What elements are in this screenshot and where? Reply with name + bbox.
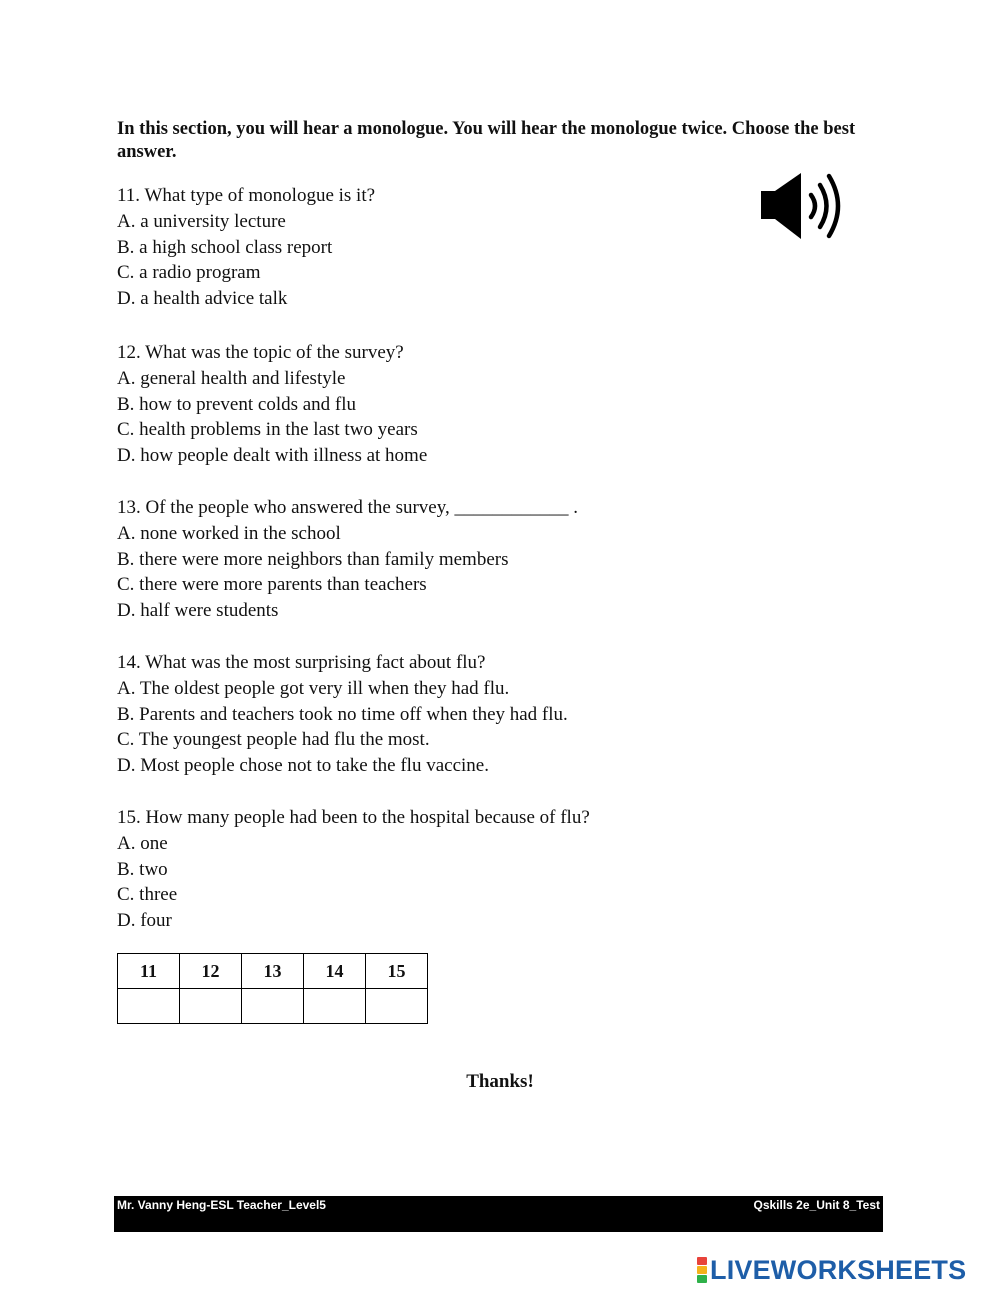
liveworksheets-logo-icon (697, 1257, 707, 1284)
question-14 (117, 650, 568, 779)
answer-table-header: 15 (366, 954, 428, 989)
liveworksheets-brand[interactable] (697, 1255, 966, 1285)
sound-wave-1 (811, 195, 815, 217)
answer-option[interactable]: B. how to prevent colds and flu (117, 393, 357, 415)
answer-option[interactable]: D. four (117, 910, 172, 932)
answer-option[interactable]: C. a radio program (117, 262, 261, 284)
question-prompt: 15. How many people had been to the hospital because of flu? (117, 807, 590, 828)
answer-table-header: 14 (304, 954, 366, 989)
section-instructions: In this section, you will hear a monologue. You will hear the monologue twice. Choose the best answer. (117, 119, 856, 162)
answer-option[interactable]: A. one (117, 832, 168, 854)
answer-option[interactable]: A. The oldest people got very ill when they had flu. (117, 677, 510, 699)
answer-option[interactable]: C. there were more parents than teachers (117, 574, 427, 596)
logo-block-green (697, 1275, 707, 1283)
closing-text: Thanks! (466, 1071, 534, 1092)
question-prompt: 13. Of the people who answered the survey, ____________ . (117, 497, 579, 518)
sound-wave-2 (820, 185, 827, 227)
answer-option[interactable]: A. none worked in the school (117, 522, 341, 544)
speaker-cone (775, 173, 801, 239)
answer-option[interactable]: A. general health and lifestyle (117, 367, 346, 389)
footer-bar (114, 1196, 883, 1232)
answer-cell-12[interactable] (180, 989, 242, 1024)
answer-option[interactable]: C. health problems in the last two years (117, 419, 418, 441)
answer-cell-11[interactable] (118, 989, 180, 1024)
answer-cell-14[interactable] (304, 989, 366, 1024)
footer-test-title: Qskills 2e_Unit 8_Test (753, 1198, 880, 1212)
answer-table-header: 11 (118, 954, 180, 989)
answer-table-header-row (118, 954, 428, 989)
logo-block-yellow (697, 1266, 707, 1274)
question-11 (117, 183, 375, 312)
answer-option[interactable]: D. Most people chose not to take the flu vaccine. (117, 755, 489, 777)
question-prompt: 12. What was the topic of the survey? (117, 342, 404, 363)
answer-option[interactable]: D. half were students (117, 600, 279, 622)
speaker-body (761, 191, 775, 219)
logo-block-red (697, 1257, 707, 1265)
speaker-volume-icon[interactable] (757, 170, 843, 242)
footer-author: Mr. Vanny Heng-ESL Teacher_Level5 (117, 1198, 326, 1212)
question-prompt: 14. What was the most surprising fact about flu? (117, 652, 486, 673)
answer-table-header: 13 (242, 954, 304, 989)
answer-option[interactable]: B. Parents and teachers took no time off when they had flu. (117, 703, 568, 725)
answer-table (117, 953, 428, 1024)
answer-option[interactable]: B. a high school class report (117, 236, 333, 258)
question-15 (117, 805, 590, 934)
answer-table-input-row (118, 989, 428, 1024)
sound-wave-3 (829, 176, 838, 236)
answer-option[interactable]: B. there were more neighbors than family members (117, 548, 509, 570)
answer-option[interactable]: B. two (117, 858, 168, 880)
answer-option[interactable]: D. how people dealt with illness at home (117, 445, 428, 467)
answer-cell-13[interactable] (242, 989, 304, 1024)
answer-option[interactable]: D. a health advice talk (117, 288, 288, 310)
answer-cell-15[interactable] (366, 989, 428, 1024)
question-12 (117, 340, 427, 469)
answer-option[interactable]: C. The youngest people had flu the most. (117, 729, 430, 751)
question-13 (117, 495, 578, 624)
answer-table-header: 12 (180, 954, 242, 989)
question-prompt: 11. What type of monologue is it? (117, 185, 376, 206)
answer-option[interactable]: C. three (117, 884, 178, 906)
answer-option[interactable]: A. a university lecture (117, 210, 286, 232)
brand-name: LIVEWORKSHEETS (710, 1254, 967, 1285)
